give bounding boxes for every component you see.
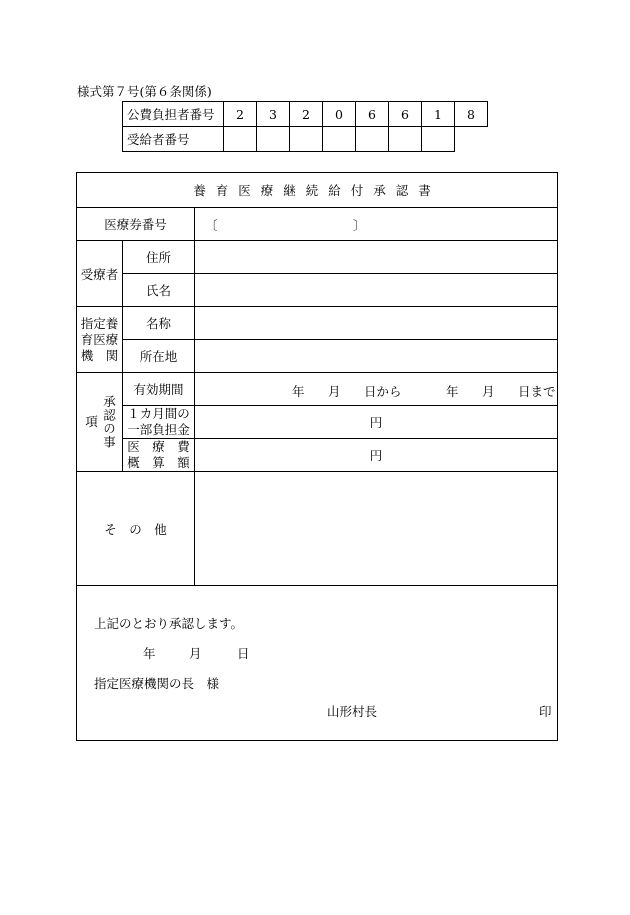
public-payer-row [123, 102, 488, 127]
approval-statement: 上記のとおり承認します。 [94, 616, 244, 631]
address-field[interactable] [195, 241, 558, 274]
cost-label-line: 概 算 額 [127, 455, 190, 470]
issuer: 山形村長 [327, 704, 378, 719]
name-field[interactable] [195, 274, 558, 307]
validity-label: 有効期間 [123, 373, 195, 406]
yen-unit: 円 [369, 448, 383, 463]
date-year: 年 [143, 646, 156, 661]
recipient-row [123, 127, 488, 152]
name-label: 氏名 [123, 274, 195, 307]
recipient-label: 受給者番号 [123, 127, 224, 152]
other-field[interactable] [195, 472, 558, 586]
yen-unit: 円 [369, 415, 383, 430]
cost-field[interactable] [195, 439, 558, 472]
validity-field[interactable] [195, 373, 558, 406]
approval-statement-cell [77, 586, 558, 741]
validity-year1: 年 [292, 384, 305, 399]
form-heading: 様式第７号(第６条関係) [77, 84, 212, 99]
inst-location-label: 所在地 [123, 340, 195, 373]
copay-label-line: 一部負担金 [127, 422, 190, 437]
patient-label-cell [77, 241, 123, 307]
inst-name-field[interactable] [195, 307, 558, 340]
address-label: 住所 [123, 241, 195, 274]
public-payer-digit: 0 [323, 102, 356, 127]
approval-label-cell [77, 373, 123, 472]
ticket-field[interactable] [195, 208, 558, 241]
inst-location-field[interactable] [195, 340, 558, 373]
validity-month1: 月 [328, 384, 341, 399]
institution-label-line: 育医療 [80, 331, 119, 347]
recipient-digit-field[interactable] [290, 127, 323, 152]
other-label: そ の 他 [77, 472, 195, 586]
public-payer-label: 公費負担者番号 [123, 102, 224, 127]
validity-year2: 年 [446, 384, 459, 399]
number-table [122, 101, 488, 152]
public-payer-digit: 2 [290, 102, 323, 127]
recipient-digit-field[interactable] [422, 127, 455, 152]
seal-mark: 印 [539, 704, 552, 719]
public-payer-digit: 8 [455, 102, 488, 127]
public-payer-digit: 6 [356, 102, 389, 127]
ticket-label: 医療券番号 [77, 208, 195, 241]
patient-label: 受療者 [80, 266, 119, 282]
institution-label-line: 指定養 [80, 315, 119, 331]
date-month: 月 [189, 646, 202, 661]
recipient-digit-field[interactable] [224, 127, 257, 152]
recipient-digit-field[interactable] [389, 127, 422, 152]
approval-label: 承認の事項 [83, 395, 117, 449]
recipient-digit-field[interactable] [356, 127, 389, 152]
copay-label-line: １カ月間の [127, 406, 190, 421]
public-payer-digit: 2 [224, 102, 257, 127]
copay-field[interactable] [195, 406, 558, 439]
institution-label-line: 機 関 [80, 347, 119, 363]
addressee: 指定医療機関の長 様 [94, 676, 220, 691]
recipient-digit-field[interactable] [323, 127, 356, 152]
validity-month2: 月 [482, 384, 495, 399]
cost-label [123, 439, 195, 472]
public-payer-digit: 1 [422, 102, 455, 127]
recipient-digit-field[interactable] [257, 127, 290, 152]
cost-label-line: 医 療 費 [127, 439, 190, 454]
approval-form [76, 172, 558, 741]
form-title: 養育医療継続給付承認書 [77, 173, 558, 208]
validity-until: 日まで [518, 384, 556, 399]
inst-name-label: 名称 [123, 307, 195, 340]
ticket-open-bracket: 〔 [205, 218, 218, 233]
public-payer-digit: 3 [257, 102, 290, 127]
validity-from: 日から [364, 384, 402, 399]
ticket-close-bracket: 〕 [353, 218, 366, 233]
date-day: 日 [237, 646, 250, 661]
institution-label-cell [77, 307, 123, 373]
copay-label [123, 406, 195, 439]
public-payer-digit: 6 [389, 102, 422, 127]
